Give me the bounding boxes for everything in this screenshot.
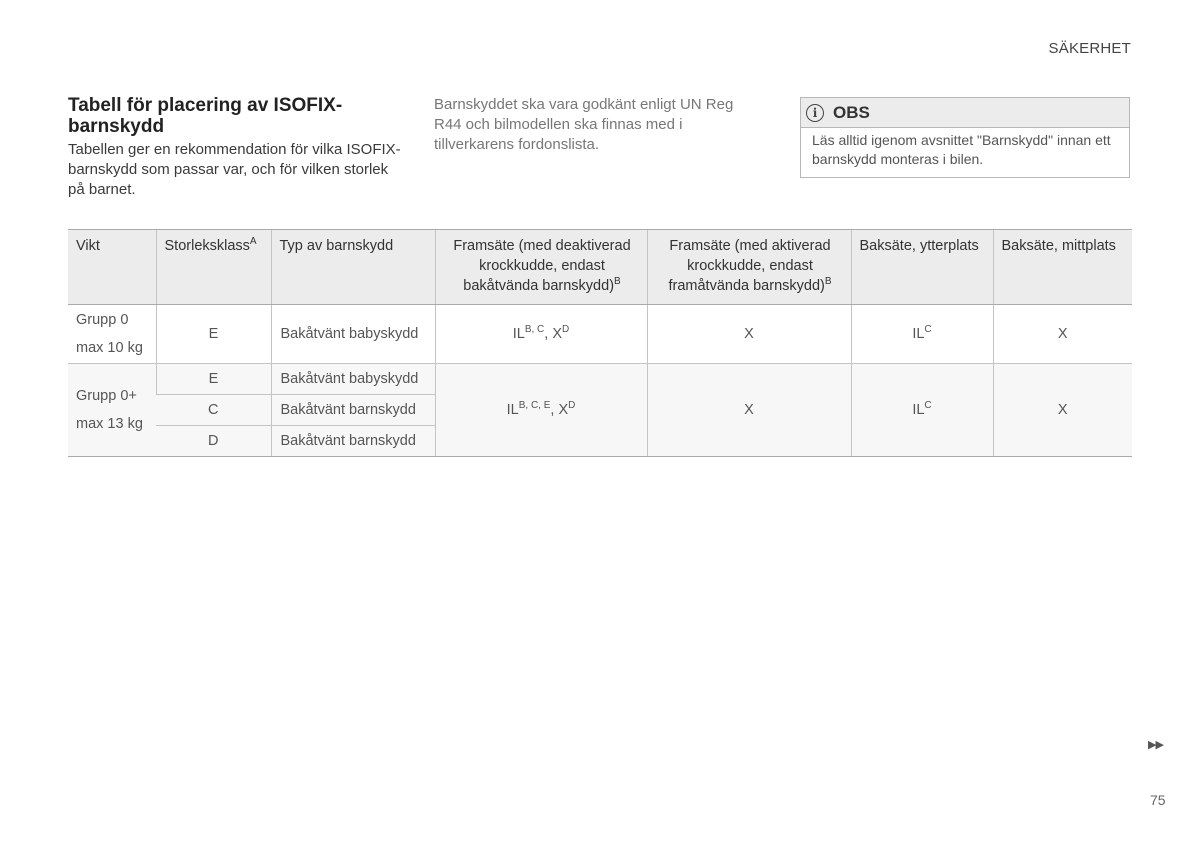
baksate-ytterplats-cell: $IL^C$	[851, 364, 993, 457]
size-cell: C	[156, 395, 271, 426]
framsate-aktiverad-cell: X	[647, 305, 851, 364]
approval-text: Barnskyddet ska vara godkänt enligt UN Reg R44 och bilmodellen ska finnas med i tillverkarens fordonslista.	[434, 96, 734, 153]
framsate-deaktiverad-cell: $IL^{B, C, E}$, $X^D$	[435, 364, 647, 457]
header-baksate-mittplats: Baksäte, mittplats	[993, 230, 1132, 305]
baksate-mittplats-cell: X	[993, 364, 1132, 457]
group-weight: max 13 kg	[76, 416, 143, 432]
obs-title: OBS	[833, 102, 870, 122]
page-title: Tabell för placering av ISOFIX-barnskydd	[68, 95, 343, 137]
size-cell: E	[156, 364, 271, 395]
double-arrow-right-icon: ▶▶	[1148, 739, 1163, 751]
group-weight: max 10 kg	[76, 340, 143, 356]
header-vikt: Vikt	[68, 230, 156, 305]
type-cell: Bakåtvänt babyskydd	[271, 305, 435, 364]
obs-body: Läs alltid igenom avsnittet "Barnskydd" innan ett barnskydd monteras i bilen.	[812, 132, 1111, 167]
framsate-deaktiverad-cell: $IL^{B, C}$, $X^D$	[435, 305, 647, 364]
section-header: SÄKERHET	[1048, 40, 1131, 57]
header-framsate-deaktiverad: Framsäte (med deaktiverad krockkudde, endast bakåtvända barnskydd)$^B$	[435, 230, 647, 305]
group-name: Grupp 0+	[76, 388, 137, 404]
header-baksate-ytterplats: Baksäte, ytterplats	[851, 230, 993, 305]
header-storleksklass: Storleksklass$^A$	[156, 230, 271, 305]
intro-text: Tabellen ger en rekommendation för vilka ISOFIX-barnskydd som passar var, och för vilken storlek på barnet.	[68, 141, 401, 198]
group-cell	[68, 364, 156, 457]
header-framsate-aktiverad: Framsäte (med aktiverad krockkudde, endast framåtvända barnskydd)$^B$	[647, 230, 851, 305]
type-cell: Bakåtvänt barnskydd	[271, 395, 435, 426]
type-cell: Bakåtvänt babyskydd	[271, 364, 435, 395]
group-name: Grupp 0	[76, 312, 129, 328]
table-header-row	[68, 230, 1132, 305]
size-cell: E	[156, 305, 271, 364]
info-icon: i	[806, 104, 824, 122]
size-cell: D	[156, 426, 271, 457]
framsate-aktiverad-cell: X	[647, 364, 851, 457]
type-cell: Bakåtvänt barnskydd	[271, 426, 435, 457]
table-row	[68, 305, 1132, 364]
group-cell	[68, 305, 156, 364]
table-row	[68, 364, 1132, 395]
baksate-ytterplats-cell: $IL^C$	[851, 305, 993, 364]
obs-notice	[800, 97, 1130, 178]
isofix-table	[68, 229, 1132, 457]
baksate-mittplats-cell: X	[993, 305, 1132, 364]
page-number: 75	[1150, 792, 1166, 808]
header-typ: Typ av barnskydd	[271, 230, 435, 305]
obs-header	[801, 98, 1129, 128]
